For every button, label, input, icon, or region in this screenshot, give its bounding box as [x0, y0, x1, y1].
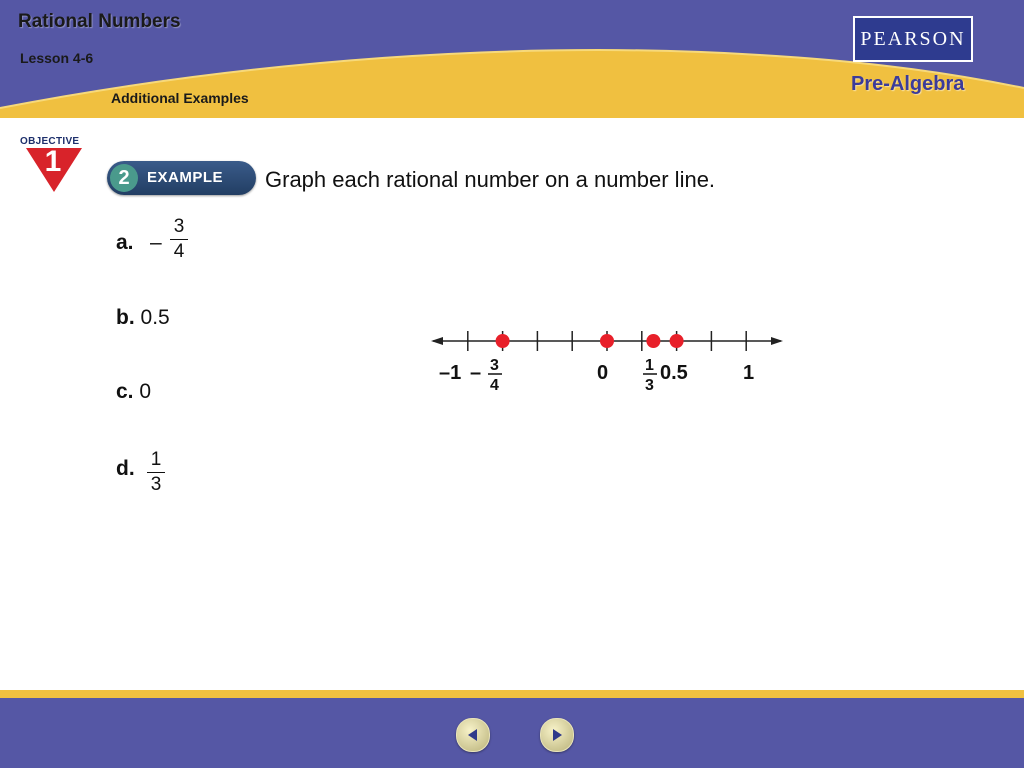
item-a-fraction — [170, 216, 188, 263]
label-zero: 0 — [597, 362, 609, 384]
item-b-value: 0.5 — [140, 306, 170, 329]
left-arrow-icon — [431, 337, 443, 345]
objective-badge — [20, 133, 90, 193]
label-neg-one: –1 — [439, 362, 462, 384]
course-title: Pre-Algebra — [851, 73, 965, 95]
item-d-numerator: 1 — [150, 449, 162, 470]
footer-bar — [0, 690, 1024, 768]
label-third-den: 3 — [645, 377, 654, 394]
example-number: 2 — [110, 164, 138, 192]
item-d-denominator: 3 — [147, 472, 165, 496]
footer-band — [0, 698, 1024, 768]
label-neg-frac-num: 3 — [490, 357, 499, 374]
label-third-num: 1 — [645, 357, 654, 374]
label-half: 0.5 — [660, 362, 688, 384]
page-title: Rational Numbers — [18, 11, 181, 32]
footer-stripe — [0, 690, 1024, 698]
plotted-point — [670, 334, 684, 348]
prev-button[interactable] — [456, 718, 490, 752]
section-label: Additional Examples — [111, 90, 249, 106]
item-b — [116, 306, 170, 330]
example-label: EXAMPLE — [147, 169, 224, 186]
instruction-text: Graph each rational number on a number line. — [265, 167, 716, 192]
prev-arrow-icon — [465, 727, 481, 743]
item-c-value: 0 — [139, 380, 152, 403]
plotted-point — [600, 334, 614, 348]
item-c-label: c. — [116, 380, 134, 403]
pearson-logo: PEARSON — [853, 16, 973, 62]
plotted-point — [646, 334, 660, 348]
lesson-label: Lesson 4-6 — [20, 50, 94, 66]
item-d-label: d. — [116, 457, 135, 480]
item-d-fraction — [147, 449, 165, 496]
next-arrow-icon — [549, 727, 565, 743]
objective-label: OBJECTIVE — [20, 136, 80, 147]
item-b-label: b. — [116, 306, 135, 329]
next-button[interactable] — [540, 718, 574, 752]
label-one: 1 — [743, 362, 755, 384]
plotted-point — [496, 334, 510, 348]
item-c — [116, 380, 151, 404]
item-a-sign: – — [150, 231, 162, 254]
item-d — [116, 457, 135, 481]
label-neg-frac-den: 4 — [490, 377, 499, 394]
right-arrow-icon — [771, 337, 783, 345]
number-line — [425, 322, 795, 402]
item-a-label: a. — [116, 231, 134, 254]
example-badge — [107, 161, 256, 195]
item-a — [116, 231, 134, 255]
objective-number: 1 — [44, 145, 62, 178]
item-a-numerator: 3 — [173, 216, 185, 237]
item-a-denominator: 4 — [170, 239, 188, 263]
header-banner — [0, 0, 1024, 118]
label-neg-sign: – — [470, 362, 482, 384]
